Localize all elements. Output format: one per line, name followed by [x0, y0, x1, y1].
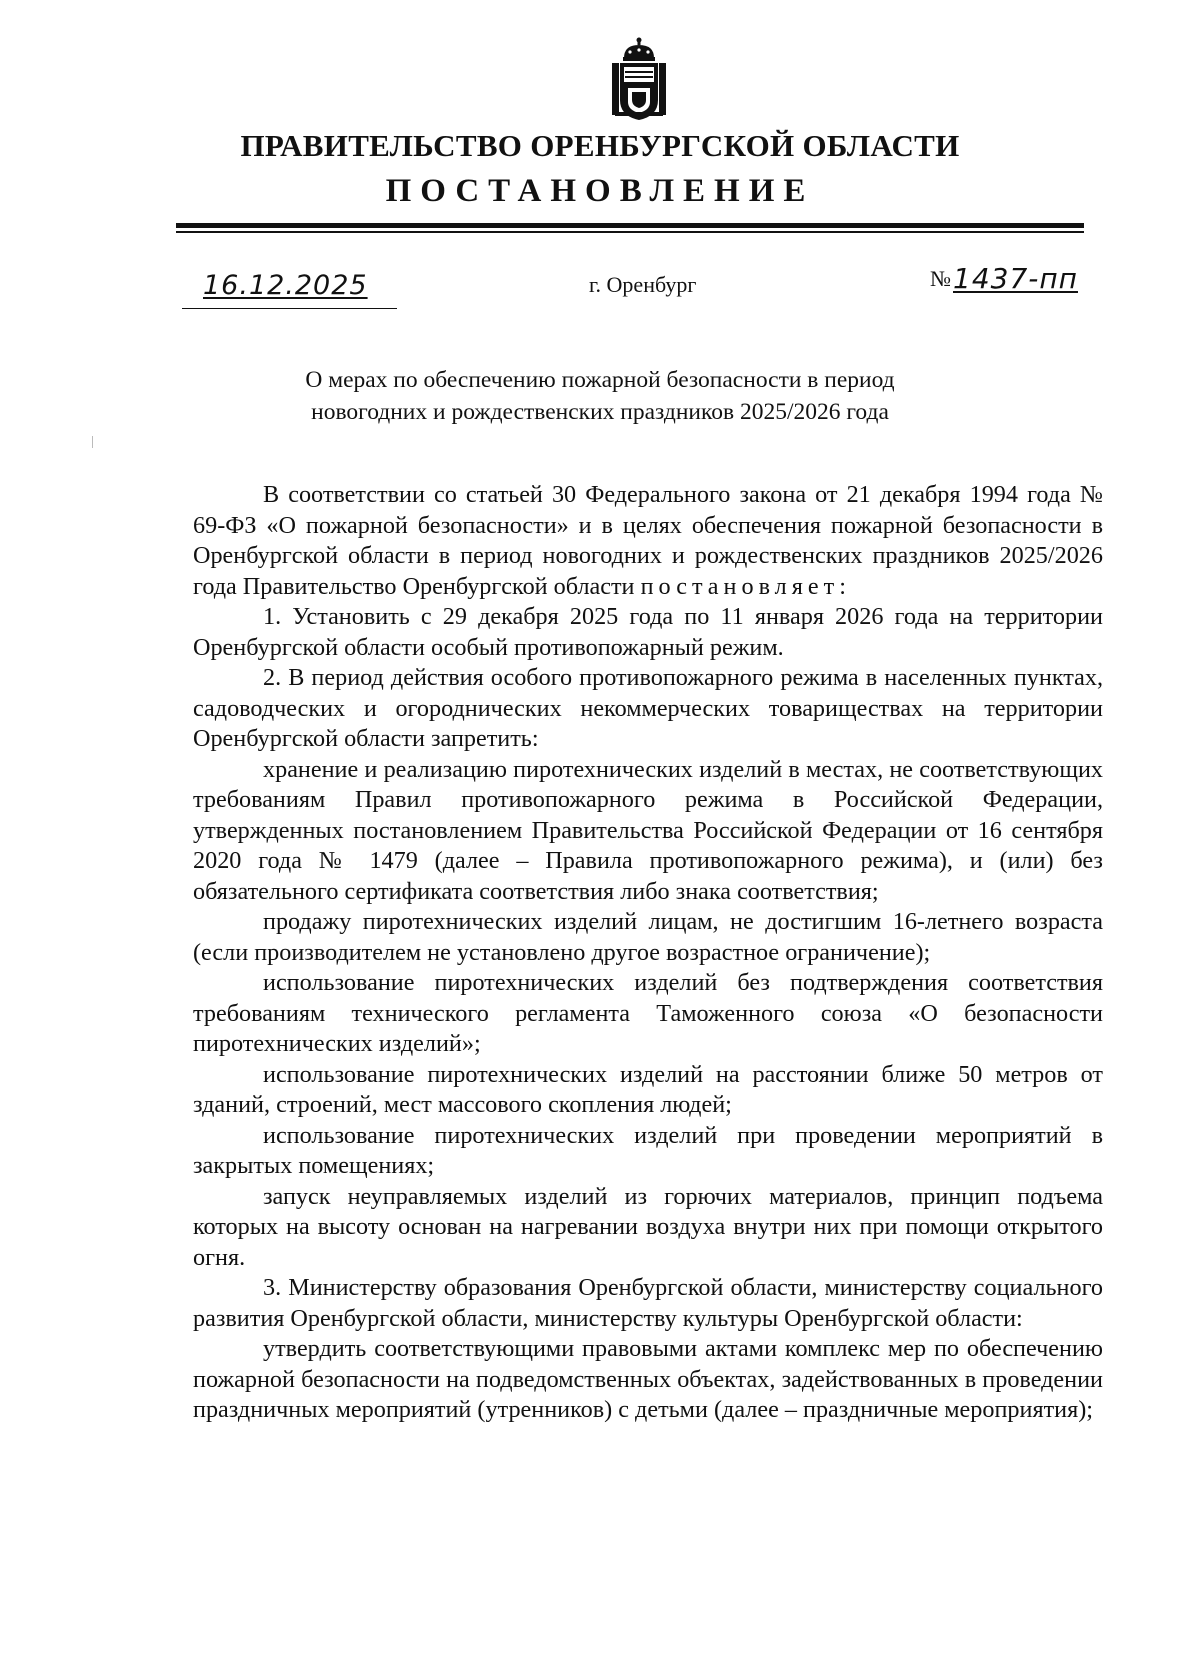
government-title: ПРАВИТЕЛЬСТВО ОРЕНБУРГСКОЙ ОБЛАСТИ — [240, 128, 960, 163]
document-subject — [0, 364, 1200, 428]
paragraph-3: 3. Министерству образования Оренбургской области, министерству социального развития Оренбургской области, министерству культуры Оренбургской области: — [193, 1274, 1103, 1332]
document-number-field — [930, 262, 1078, 295]
handwritten-number: 1437-пп — [953, 262, 1078, 295]
city-label: г. Оренбург — [589, 272, 697, 297]
paragraph-2-item: использование пиротехнических изделий без подтверждения соответствия требованиям технического регламента Таможенного союза «О безопасности пиротехнических изделий»; — [193, 969, 1103, 1057]
subject-line-2: новогодних и рождественских праздников 2025/2026 года — [311, 399, 889, 425]
preamble-verb: постановляет — [640, 572, 840, 600]
paragraph-2-item: запуск неуправляемых изделий из горючих материалов, принцип подъема которых на высоту основан на нагревании воздуха внутри них при помощи открытого огня. — [193, 1182, 1103, 1271]
paragraph-2-item: хранение и реализацию пиротехнических изделий в местах, не соответствующих требованиям Правил противопожарного режима в Российской Федерации, утвержденных постановлением Правительства Российской Федерации от 16 сентября 2020 года № 1479 (далее – Правила противопожарного режима), и (или) без обязательного сертификата соответствия либо знака соответствия; — [193, 755, 1103, 905]
paragraph-3-item: утвердить соответствующими правовыми актами комплекс мер по обеспечению пожарной безопасности на подведомственных объектах, задействованных в проведении праздничных мероприятий (утренников) с детьми (далее – праздничные мероприятия); — [193, 1335, 1103, 1423]
preamble-end: : — [839, 572, 846, 600]
header-rule-thin — [176, 231, 1084, 233]
document-type: ПОСТАНОВЛЕНИЕ — [385, 173, 815, 209]
handwritten-date: 16.12.2025 — [203, 270, 368, 301]
document-body — [193, 480, 1103, 1426]
date-field — [182, 266, 397, 309]
paragraph-2-item: использование пиротехнических изделий при проведении мероприятий в закрытых помещениях; — [193, 1121, 1103, 1179]
coat-of-arms-emblem — [610, 36, 668, 122]
header-rule-thick — [176, 223, 1084, 228]
subject-line-1: О мерах по обеспечению пожарной безопасности в период — [305, 367, 895, 393]
paragraph-2-item: использование пиротехнических изделий на расстоянии ближе 50 метров от зданий, строений, мест массового скопления людей; — [193, 1060, 1103, 1118]
number-sign: № — [930, 266, 951, 291]
paragraph-1: 1. Установить с 29 декабря 2025 года по 11 января 2026 года на территории Оренбургской области особый противопожарный режим. — [193, 603, 1103, 661]
paragraph-2-item: продажу пиротехнических изделий лицам, не достигшим 16-летнего возраста (если производителем не установлено другое возрастное ограничение); — [193, 908, 1103, 966]
preamble-paragraph — [193, 480, 1103, 602]
preamble-text: В соответствии со статьей 30 Федерального закона от 21 декабря 1994 года № 69-ФЗ «О пожарной безопасности» и в целях обеспечения пожарной безопасности в Оренбургской области в период новогодних и рождественских праздников 2025/2026 года Правительство Оренбургской области — [193, 481, 1103, 600]
paragraph-2: 2. В период действия особого противопожарного режима в населенных пунктах, садоводческих и огороднических некоммерческих товариществах на территории Оренбургской области запретить: — [193, 664, 1103, 752]
margin-mark — [92, 436, 93, 448]
